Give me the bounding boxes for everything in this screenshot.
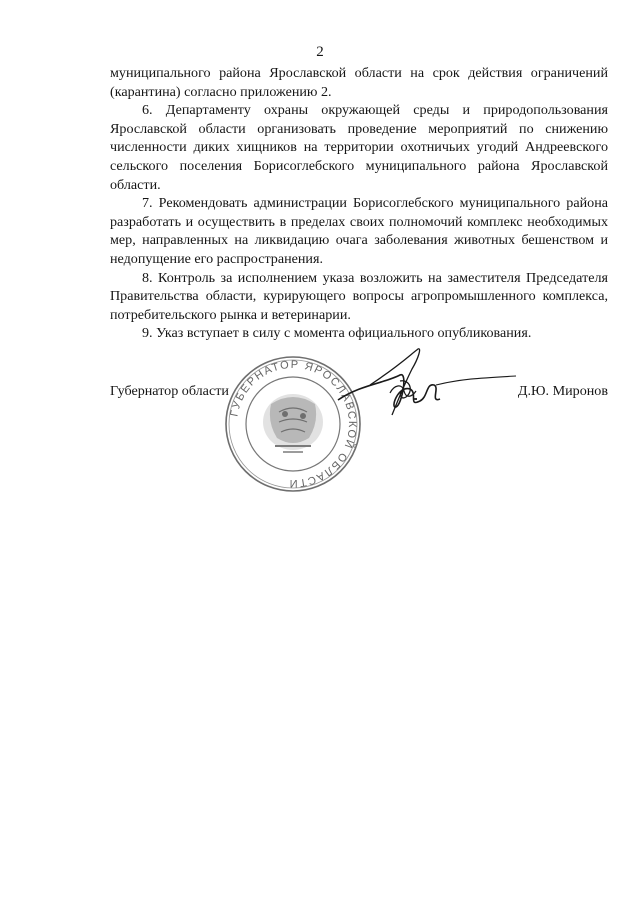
signatory-name: Д.Ю. Миронов: [517, 383, 608, 399]
document-body: [110, 64, 608, 343]
paragraph-continuation: муниципального района Ярославской области на срок действия ограничений (карантина) согласно приложению 2.: [110, 65, 608, 100]
paragraph-6: 6. Департаменту охраны окружающей среды и природопользования Ярославской области организовать проведение мероприятий по снижению численности диких хищников на территории охотничьих угодий Андреевского сельского поселения Борисоглебского муниципального района Ярославской области.: [110, 102, 608, 193]
paragraph-9: 9. Указ вступает в силу с момента официального опубликования.: [142, 325, 532, 342]
signatory-title: Губернатор области: [110, 383, 229, 399]
seal-ring-text: ГУБЕРНАТОР ЯРОСЛАВСКОЙ ОБЛАСТИ: [228, 358, 359, 490]
paragraph-8: 8. Контроль за исполнением указа возложить на заместителя Председателя Правительства области, курирующего вопросы агропромышленного комплекса, потребительского рынка и ветеринарии.: [110, 269, 608, 323]
paragraph-7: 7. Рекомендовать администрации Борисоглебского муниципального района разработать и осуществить в пределах своих полномочий комплекс необходимых мер, направленных на ликвидацию очага заболевания животных бешенством и недопущение его распространения.: [110, 195, 608, 267]
signature-row: [110, 383, 608, 403]
page-number: 2: [316, 44, 324, 60]
